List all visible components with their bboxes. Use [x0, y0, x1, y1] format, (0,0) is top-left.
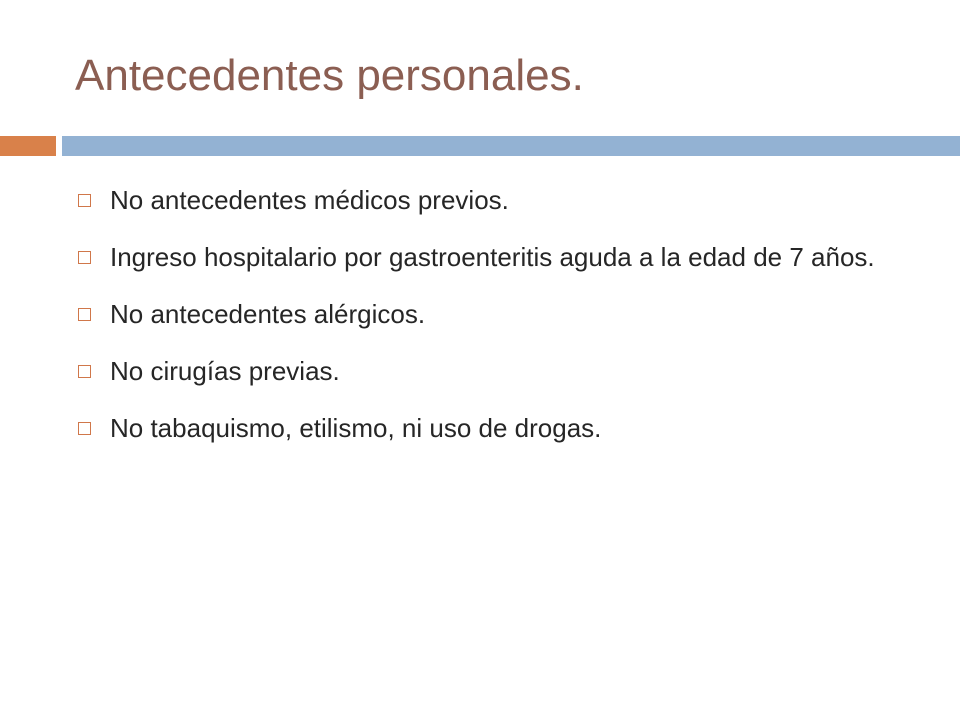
hollow-square-bullet-icon: [78, 365, 91, 378]
slide-title: Antecedentes personales.: [75, 51, 584, 100]
bullet-text: No tabaquismo, etilismo, ni uso de drogas.: [110, 413, 602, 443]
accent-bar-blue: [62, 136, 960, 156]
hollow-square-bullet-icon: [78, 251, 91, 264]
bullet-item: [74, 180, 914, 220]
bullet-item: [74, 237, 914, 277]
bullet-item: [74, 351, 914, 391]
bullet-list: [74, 180, 914, 465]
accent-bar-orange: [0, 136, 56, 156]
bullet-text: Ingreso hospitalario por gastroenteritis aguda a la edad de 7 años.: [110, 242, 875, 272]
bullet-item: [74, 408, 914, 448]
bullet-item: [74, 294, 914, 334]
bullet-text: No cirugías previas.: [110, 356, 340, 386]
bullet-text: No antecedentes médicos previos.: [110, 185, 509, 215]
hollow-square-bullet-icon: [78, 308, 91, 321]
hollow-square-bullet-icon: [78, 422, 91, 435]
bullet-text: No antecedentes alérgicos.: [110, 299, 426, 329]
hollow-square-bullet-icon: [78, 194, 91, 207]
